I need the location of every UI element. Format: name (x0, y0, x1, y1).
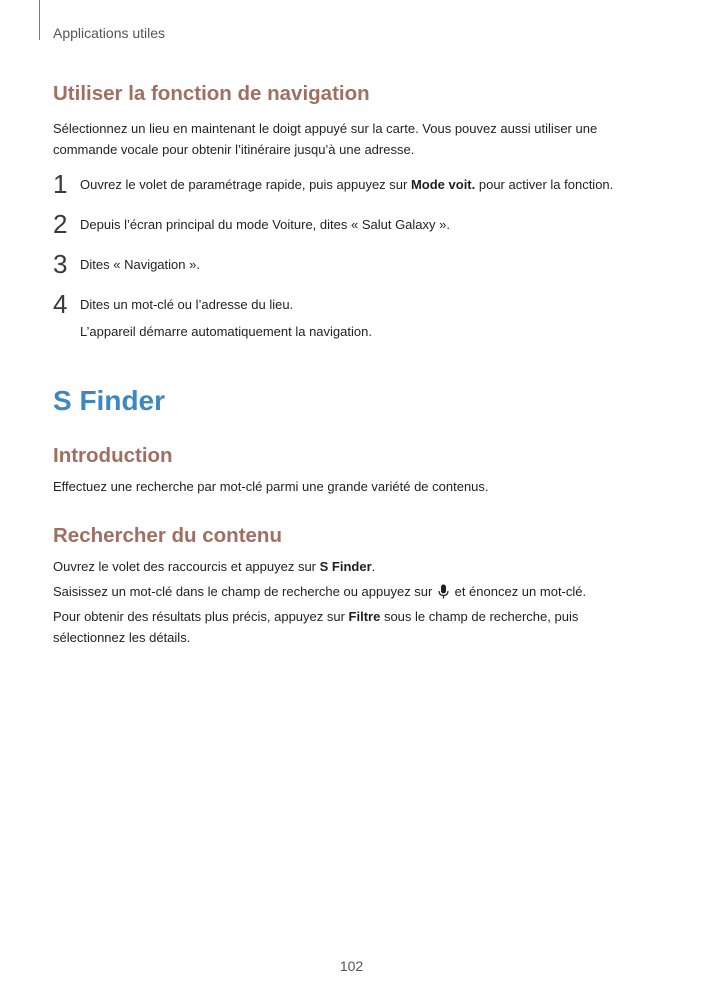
paragraph-text: . (371, 559, 376, 574)
page-content (53, 80, 653, 648)
bold-term: S Finder (319, 559, 372, 574)
step-number: 3 (53, 249, 68, 279)
step-text: Ouvrez le volet de paramétrage rapide, puis appuyez sur (80, 177, 411, 192)
bold-term: Filtre (348, 609, 381, 624)
step-3 (53, 249, 653, 279)
paragraph-text: et énoncez un mot-clé. (450, 584, 587, 599)
step-number: 1 (53, 169, 68, 199)
step-1 (53, 169, 653, 199)
step-bold-term: Mode voit. (410, 177, 476, 192)
header-title: Applications utiles (53, 25, 166, 41)
step-number: 2 (53, 209, 68, 239)
step-text: Dites un mot-clé ou l’adresse du lieu. (80, 297, 294, 312)
navigation-intro: Sélectionnez un lieu en maintenant le doigt appuyé sur la carte. Vous pouvez aussi utiliser une commande vocale pour obtenir l’itinéraire jusqu’à une adresse. (53, 121, 598, 157)
step-text: Dites « Navigation ». (80, 257, 200, 272)
search-paragraph-3 (53, 606, 653, 648)
step-4-note: L’appareil démarre automatiquement la navigation. (80, 324, 372, 339)
step-number: 4 (53, 289, 68, 319)
step-text: pour activer la fonction. (475, 177, 614, 192)
navigation-section-title: Utiliser la fonction de navigation (53, 82, 370, 105)
paragraph-text: Saisissez un mot-clé dans le champ de recherche ou appuyez sur (53, 584, 436, 599)
search-paragraph-2 (53, 581, 653, 602)
paragraph-text: Pour obtenir des résultats plus précis, appuyez sur (53, 609, 349, 624)
header-divider (39, 0, 40, 40)
step-text: Depuis l’écran principal du mode Voiture, dites « Salut Galaxy ». (80, 217, 450, 232)
step-2 (53, 209, 653, 239)
introduction-title: Introduction (53, 444, 173, 467)
chapter-title: S Finder (53, 385, 166, 416)
paragraph-text: sous le champ de recherche, puis sélectionnez les détails. (53, 609, 579, 645)
introduction-text: Effectuez une recherche par mot-clé parmi une grande variété de contenus. (53, 479, 489, 494)
search-section-title: Rechercher du contenu (53, 524, 282, 547)
step-4 (53, 289, 653, 319)
search-paragraph-1 (53, 556, 653, 577)
paragraph-text: Ouvrez le volet des raccourcis et appuyez sur (53, 559, 320, 574)
page-number: 102 (339, 958, 364, 974)
microphone-icon (438, 584, 449, 599)
